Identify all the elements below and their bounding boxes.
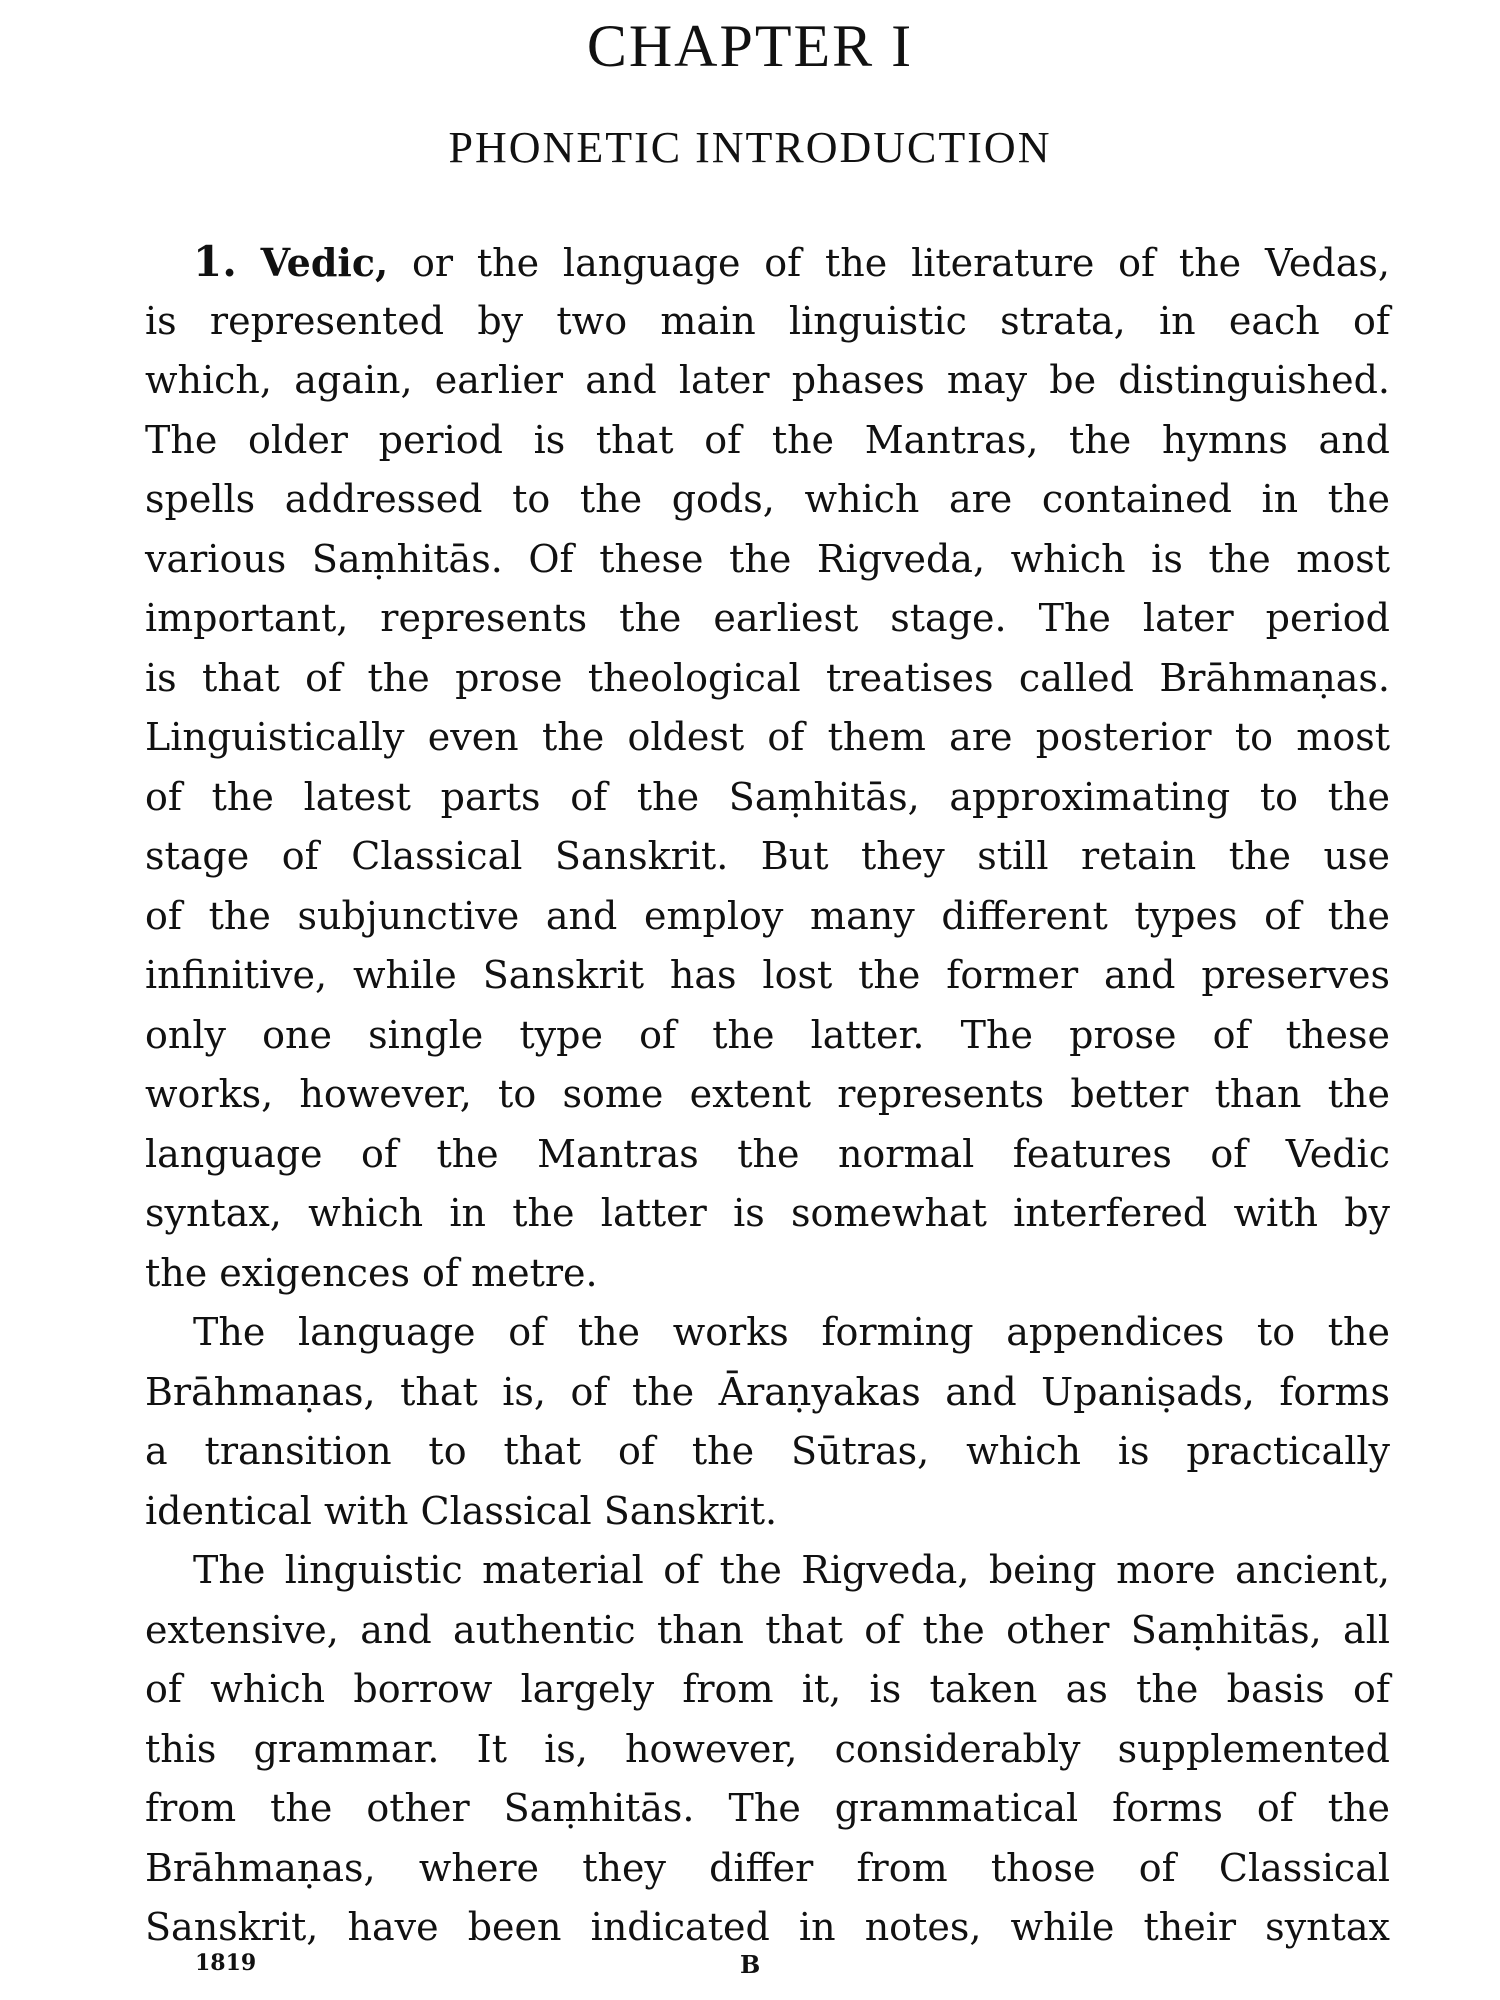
text-line: from the other Saṃhitās. The grammatical forms of the <box>145 1786 1390 1830</box>
text-line: The older period is that of the Mantras, the hymns and <box>145 417 1390 462</box>
text-line: of which borrow largely from it, is taken as the basis of <box>145 1667 1390 1711</box>
text-line: important, represents the earliest stage. The later period <box>145 596 1390 640</box>
printer-signature: 1819 <box>195 1950 257 1976</box>
text-line: Brāhmaṇas, that is, of the Āraṇyakas and Upaniṣads, forms <box>145 1369 1390 1414</box>
text-line: various Saṃhitās. Of these the Rigveda, which is the most <box>145 536 1390 581</box>
chapter-title: CHAPTER I <box>586 13 914 79</box>
text-line: of the subjunctive and employ many different types of the <box>145 893 1390 938</box>
text-line: infinitive, while Sanskrit has lost the former and preserves <box>145 953 1390 997</box>
text-line: which, again, earlier and later phases may be distinguished. <box>145 358 1390 402</box>
text-line: is represented by two main linguistic strata, in each of <box>145 298 1390 343</box>
text-line: identical with Classical Sanskrit. <box>145 1488 778 1533</box>
text-line: stage of Classical Sanskrit. But they still retain the use <box>145 834 1390 878</box>
text-line: a transition to that of the Sūtras, which is practically <box>145 1429 1390 1473</box>
text-line: is that of the prose theological treatises called Brāhmaṇas. <box>145 655 1390 700</box>
gathering-mark: B <box>740 1950 761 1979</box>
text-line: Linguistically even the oldest of them are posterior to most <box>145 715 1390 759</box>
text-line: Sanskrit, have been indicated in notes, while their syntax <box>145 1905 1390 1949</box>
paragraph-lead-term: Vedic, <box>260 240 389 285</box>
text-line: extensive, and authentic than that of the other Saṃhitās, all <box>145 1607 1390 1652</box>
text-line: this grammar. It is, however, considerably supplemented <box>145 1726 1390 1771</box>
text-line: spells addressed to the gods, which are contained in the <box>145 477 1390 521</box>
text-line: the exigences of metre. <box>145 1250 598 1295</box>
paragraph-1-line-1 <box>145 232 1390 292</box>
text-line: works, however, to some extent represents better than the <box>145 1072 1390 1116</box>
text-line: The linguistic material of the Rigveda, being more ancient, <box>193 1548 1390 1592</box>
text-line: syntax, which in the latter is somewhat interfered with by <box>145 1191 1390 1235</box>
text-line: only one single type of the latter. The prose of these <box>145 1012 1390 1057</box>
text-line: Brāhmaṇas, where they differ from those of Classical <box>145 1845 1390 1890</box>
page-footer <box>0 1950 1500 1990</box>
body-text <box>145 232 1390 1958</box>
text-line: The language of the works forming appendices to the <box>193 1310 1390 1354</box>
paragraph-number: 1. <box>193 237 237 286</box>
text-line: or the language of the literature of the Vedas, <box>388 241 1390 285</box>
text-line: of the latest parts of the Saṃhitās, approximating to the <box>145 774 1390 819</box>
section-title: PHONETIC INTRODUCTION <box>448 123 1052 172</box>
text-line: language of the Mantras the normal features of Vedic <box>145 1131 1390 1176</box>
